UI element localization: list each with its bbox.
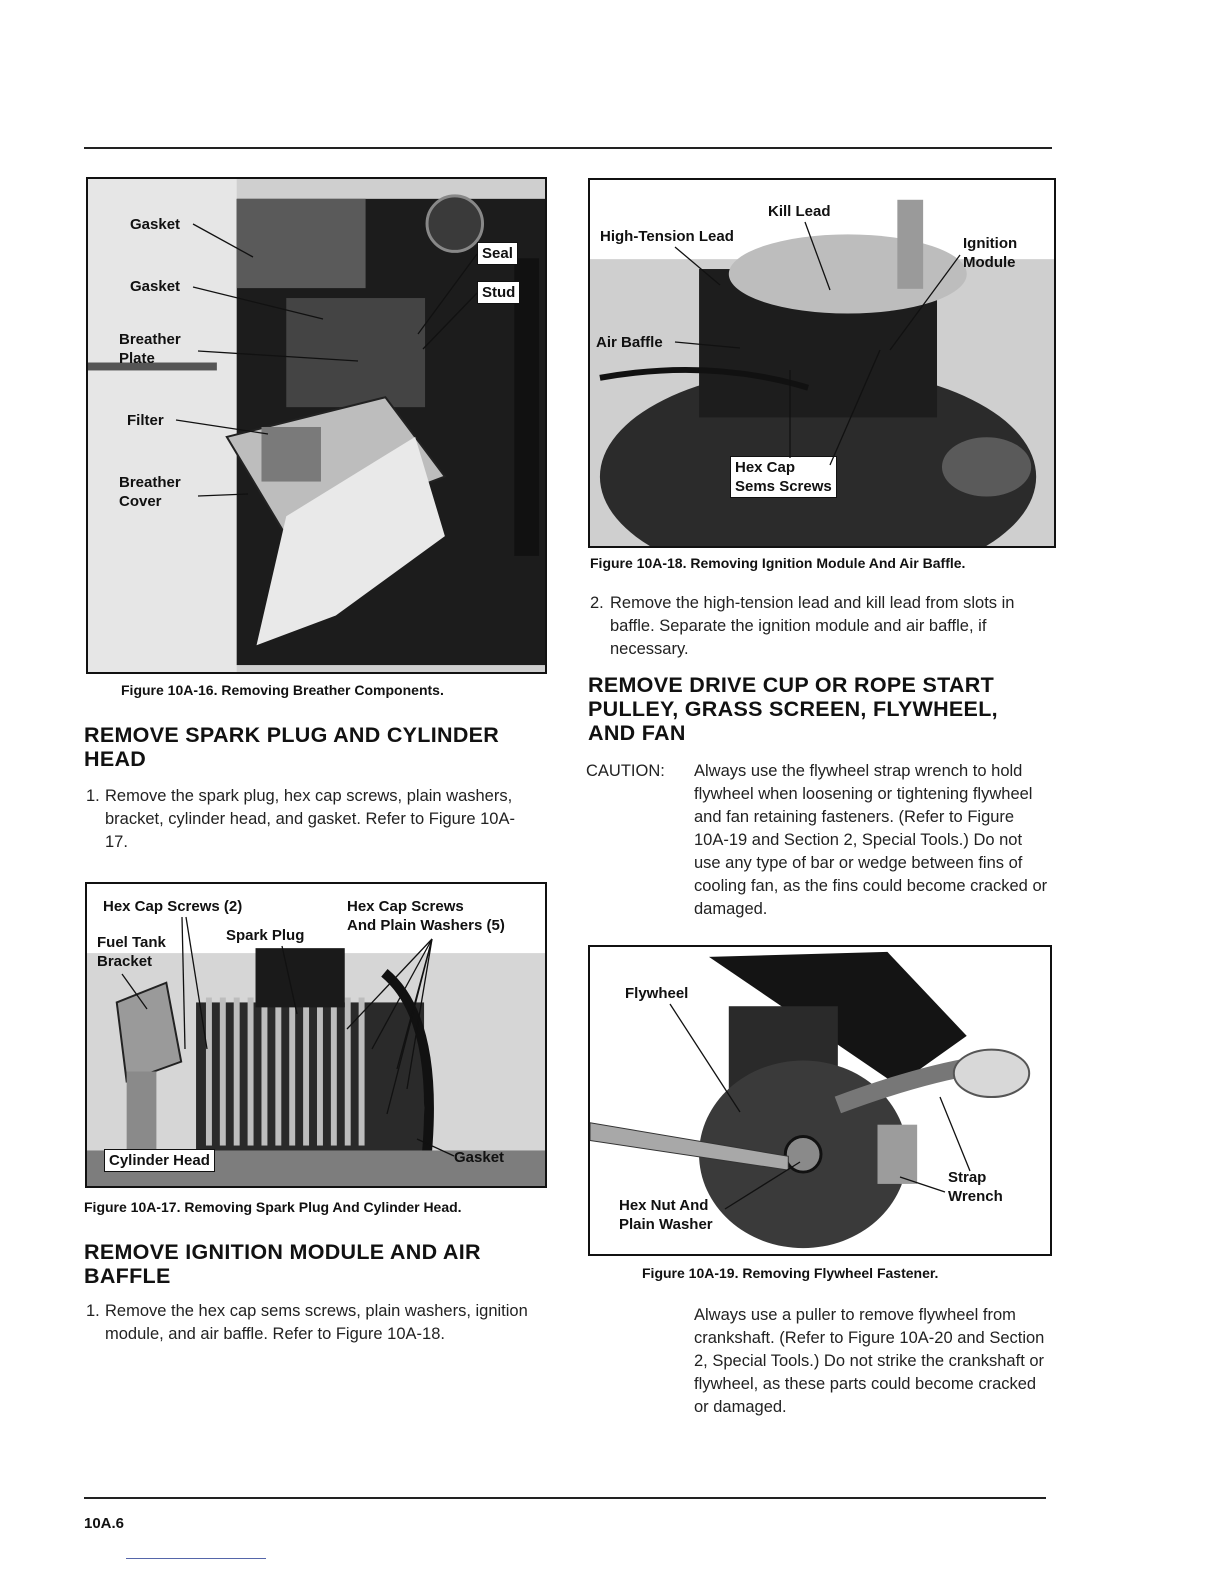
step-spark-plug-1: 1. Remove the spark plug, hex cap screws, plain washers, bracket, cylinder head, and gasket. Refer to Figure 10A-17.	[86, 787, 515, 851]
label-breather-cover: Breather Cover	[119, 474, 181, 510]
figure-10a-18	[588, 178, 1056, 548]
label-strap-wrench: Strap Wrench	[948, 1169, 1003, 1205]
label-hex-nut-washer: Hex Nut And Plain Washer	[619, 1197, 713, 1233]
heading-ignition: REMOVE IGNITION MODULE AND AIR BAFFLE	[84, 1240, 481, 1288]
figure-10a-17-leader-lines	[87, 884, 547, 1188]
figure-10a-16-leader-lines	[88, 179, 547, 674]
heading-drive-cup: REMOVE DRIVE CUP OR ROPE START PULLEY, GRASS SCREEN, FLYWHEEL, AND FAN	[588, 673, 998, 745]
figure-10a-16-caption: Figure 10A-16. Removing Breather Components.	[121, 682, 444, 698]
label-gasket-1: Gasket	[130, 216, 181, 233]
figure-10a-16	[86, 177, 547, 674]
step-ignition-1: 1. Remove the hex cap sems screws, plain washers, ignition module, and air baffle. Refer to Figure 10A-18.	[86, 1302, 528, 1343]
figure-10a-18-caption: Figure 10A-18. Removing Ignition Module And Air Baffle.	[590, 555, 966, 571]
label-ignition-module: Ignition Module	[963, 235, 1018, 271]
label-cylinder-head: Cylinder Head	[104, 1149, 215, 1172]
note-puller-text: Always use a puller to remove flywheel from crankshaft. (Refer to Figure 10A-20 and Section 2, Special Tools.) Do not strike the crankshaft or flywheel, as these parts could become cracked or damaged.	[694, 1306, 1045, 1416]
label-gasket-2: Gasket	[130, 278, 181, 295]
label-kill-lead: Kill Lead	[768, 203, 831, 220]
figure-10a-17-caption: Figure 10A-17. Removing Spark Plug And Cylinder Head.	[84, 1199, 462, 1215]
label-gasket: Gasket	[454, 1149, 505, 1166]
caution-label: CAUTION:	[586, 762, 665, 780]
label-hex-cap-sems-screws: Hex Cap Sems Screws	[730, 456, 837, 498]
heading-spark-plug: REMOVE SPARK PLUG AND CYLINDER HEAD	[84, 723, 500, 771]
figure-10a-19	[588, 945, 1052, 1256]
label-flywheel: Flywheel	[625, 985, 689, 1002]
caution-text: Always use the flywheel strap wrench to hold flywheel when loosening or tightening flywheel and fan retaining fasteners. (Refer to Figure 10A-19 and Section 2, Special Tools.) Do not use any type of bar or wedge between fins of cooling fan, as the fins could become cracked or damaged.	[694, 762, 1048, 918]
bottom-rule	[84, 1497, 1046, 1499]
top-rule	[84, 147, 1052, 149]
page-number: 10A.6	[84, 1515, 125, 1532]
figure-10a-18-leader-lines	[590, 180, 1056, 548]
figure-10a-17	[85, 882, 547, 1188]
label-hex-cap-screws-washers: Hex Cap Screws And Plain Washers (5)	[347, 898, 505, 934]
label-high-tension-lead: High-Tension Lead	[600, 228, 734, 245]
label-breather-plate: Breather Plate	[119, 331, 181, 367]
label-seal: Seal	[477, 242, 518, 265]
figure-10a-19-leader-lines	[590, 947, 1052, 1256]
label-stud: Stud	[477, 281, 520, 304]
label-fuel-tank-bracket: Fuel Tank Bracket	[97, 934, 166, 970]
bottom-blue-line	[126, 1558, 266, 1559]
label-hex-cap-screws-2: Hex Cap Screws (2)	[103, 898, 243, 915]
label-spark-plug: Spark Plug	[226, 927, 305, 944]
label-filter: Filter	[127, 412, 164, 429]
figure-10a-19-caption: Figure 10A-19. Removing Flywheel Fastener.	[642, 1265, 939, 1281]
step-ignition-2: 2. Remove the high-tension lead and kill lead from slots in baffle. Separate the ignition module and air baffle, if necessary.	[590, 594, 1015, 658]
label-air-baffle: Air Baffle	[596, 334, 663, 351]
